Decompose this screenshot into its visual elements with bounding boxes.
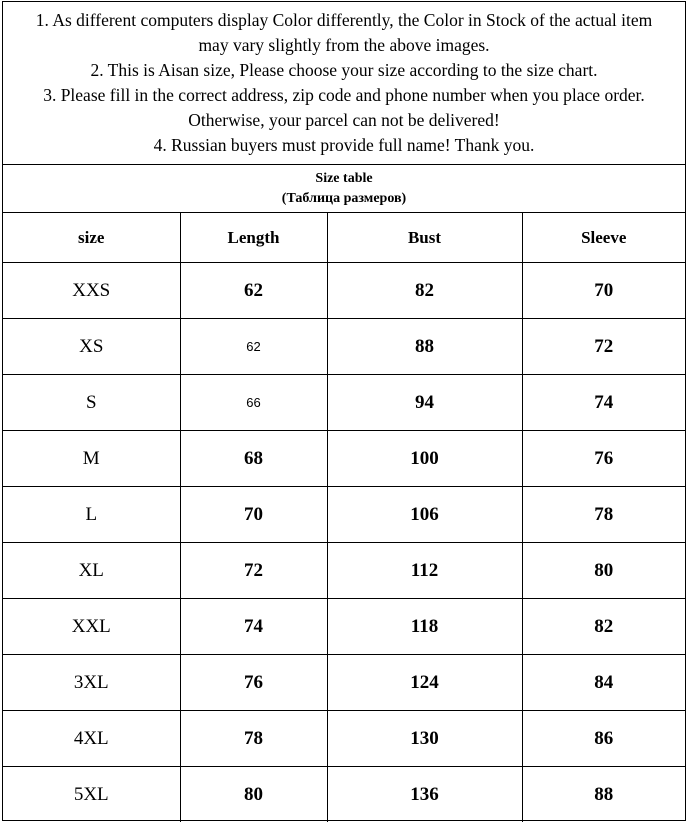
bust-cell: 94 [327, 375, 522, 431]
sleeve-cell: 72 [522, 319, 685, 375]
header-bust: Bust [327, 213, 522, 263]
table-row [3, 543, 685, 599]
size-cell: XS [3, 319, 180, 375]
size-cell: M [3, 431, 180, 487]
table-row [3, 767, 685, 823]
note-line: may vary slightly from the above images. [198, 35, 490, 55]
table-row [3, 319, 685, 375]
note-line: 2. This is Aisan size, Please choose your size according to the size chart. [90, 60, 598, 80]
table-row [3, 375, 685, 431]
bust-cell: 100 [327, 431, 522, 487]
length-cell: 62 [180, 319, 327, 375]
sleeve-cell: 88 [594, 783, 614, 805]
sleeve-cell: 76 [522, 431, 685, 487]
table-row [3, 487, 685, 543]
table-subtitle: (Таблица размеров) [281, 191, 407, 206]
sleeve-cell: 74 [522, 375, 685, 431]
note-line: 1. As different computers display Color differently, the Color in Stock of the actual item [35, 10, 653, 30]
length-cell: 72 [180, 543, 327, 599]
length-cell: 70 [180, 487, 327, 543]
length-cell: 62 [180, 263, 327, 319]
bust-cell: 88 [327, 319, 522, 375]
header-size: size [3, 213, 180, 263]
length-cell: 80 [180, 767, 327, 823]
bust-cell: 82 [327, 263, 522, 319]
size-cell: XL [3, 543, 180, 599]
header-sleeve: Sleeve [522, 213, 685, 263]
size-cell: XXL [3, 599, 180, 655]
table-row [3, 431, 685, 487]
bust-cell: 124 [327, 655, 522, 711]
table-header-row [3, 213, 685, 263]
size-cell: S [3, 375, 180, 431]
length-cell: 78 [180, 711, 327, 767]
size-cell: 3XL [3, 655, 180, 711]
sleeve-cell: 82 [522, 599, 685, 655]
notes-section [3, 2, 685, 165]
note-line: 4. Russian buyers must provide full name! Thank you. [153, 135, 535, 155]
note-line: 3. Please fill in the correct address, zip code and phone number when you place order. [43, 85, 645, 105]
size-chart-document [2, 1, 686, 821]
length-cell: 76 [180, 655, 327, 711]
table-title-block [3, 165, 685, 213]
bust-cell: 106 [327, 487, 522, 543]
size-cell: 5XL [3, 767, 180, 823]
table-row [3, 263, 685, 319]
sleeve-cell: 70 [522, 263, 685, 319]
sleeve-cell: 84 [522, 655, 685, 711]
length-cell: 74 [180, 599, 327, 655]
table-row [3, 655, 685, 711]
note-line: Otherwise, your parcel can not be delivered! [188, 110, 500, 130]
size-cell: 4XL [3, 711, 180, 767]
size-cell: XXS [3, 263, 180, 319]
size-cell: L [3, 487, 180, 543]
bust-cell: 130 [327, 711, 522, 767]
bust-cell: 112 [327, 543, 522, 599]
header-length: Length [180, 213, 327, 263]
table-row [3, 711, 685, 767]
sleeve-cell: 86 [522, 711, 685, 767]
bust-cell: 136 [327, 767, 522, 823]
size-table [3, 213, 685, 822]
table-title: Size table [315, 171, 373, 186]
length-cell: 68 [180, 431, 327, 487]
length-cell: 66 [180, 375, 327, 431]
sleeve-cell: 78 [522, 487, 685, 543]
sleeve-cell: 80 [522, 543, 685, 599]
table-row [3, 599, 685, 655]
bust-cell: 118 [327, 599, 522, 655]
